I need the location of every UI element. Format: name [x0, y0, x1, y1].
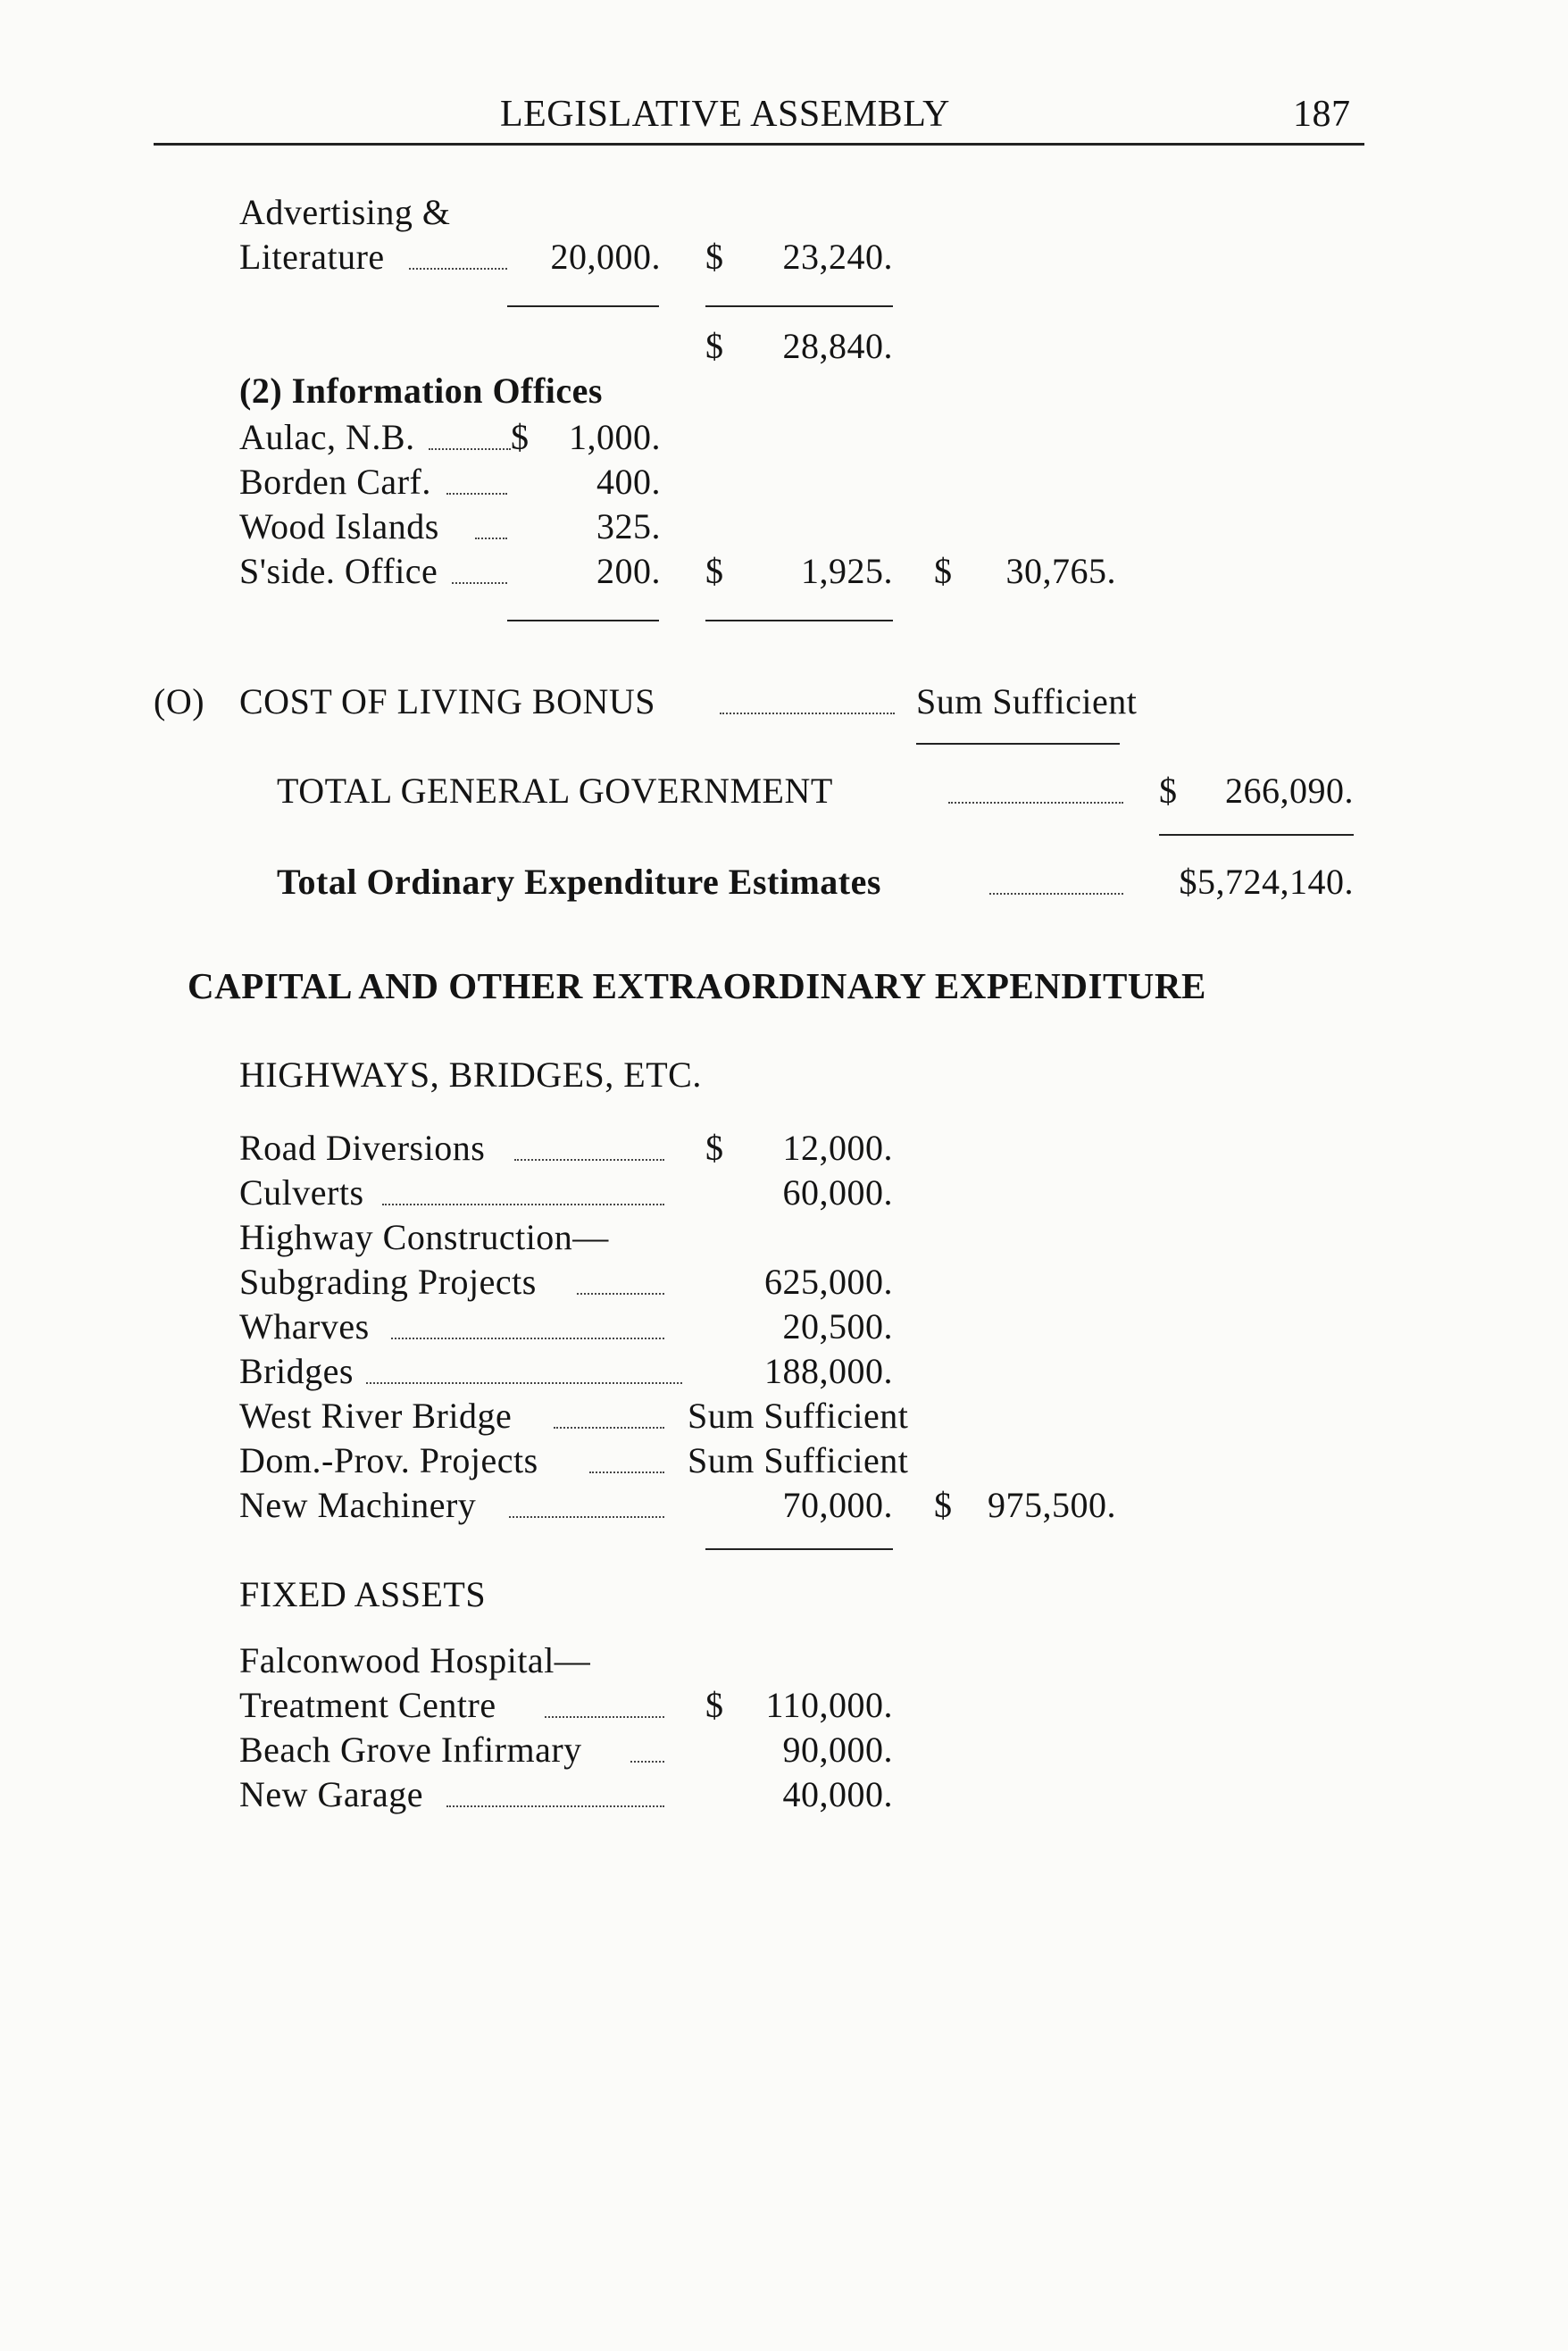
- dollar-sign: $: [705, 551, 724, 591]
- dollar-sign: $: [705, 237, 724, 277]
- sum-rule: [705, 1548, 893, 1550]
- dollar-sign: $: [705, 1128, 724, 1168]
- total-general-value: 266,090.: [1225, 771, 1354, 811]
- leader-dots: [409, 268, 507, 270]
- highway-item-amount: 20,500.: [782, 1306, 893, 1346]
- advertising-total: 28,840.: [782, 326, 893, 366]
- sum-rule: [507, 620, 659, 621]
- highway-item-label: Bridges: [239, 1351, 354, 1391]
- sum-rule: [705, 620, 893, 621]
- highway-item-label: Road Diversions: [239, 1128, 486, 1168]
- leader-dots: [429, 448, 511, 450]
- leader-dots: [554, 1427, 664, 1429]
- leader-dots: [382, 1204, 664, 1205]
- highways-heading: HIGHWAYS, BRIDGES, ETC.: [239, 1055, 702, 1095]
- dollar-sign: $: [1159, 771, 1178, 811]
- info-offices-total: 30,765.: [1005, 551, 1116, 591]
- highways-total: 975,500.: [988, 1485, 1116, 1525]
- dollar-sign: $: [705, 326, 724, 366]
- header-rule: [154, 143, 1364, 146]
- fixed-asset-label: New Garage: [239, 1774, 423, 1814]
- info-office-amount: 200.: [596, 551, 661, 591]
- dollar-sign: $: [705, 1685, 724, 1725]
- fixed-asset-label: Falconwood Hospital—: [239, 1640, 591, 1680]
- highway-item-amount: Sum Sufficient: [688, 1440, 909, 1480]
- leader-dots: [630, 1761, 664, 1763]
- leader-dots: [475, 538, 507, 539]
- info-office-label: Wood Islands: [239, 506, 439, 546]
- total-ordinary-label: Total Ordinary Expenditure Estimates: [277, 862, 881, 902]
- running-header-title: LEGISLATIVE ASSEMBLY: [500, 94, 950, 135]
- sum-rule: [1159, 834, 1354, 836]
- advertising-label-line1: Advertising &: [239, 192, 451, 232]
- highway-item-amount: 188,000.: [764, 1351, 893, 1391]
- fixed-asset-amount: 90,000.: [782, 1730, 893, 1770]
- leader-dots: [948, 802, 1123, 804]
- dollar-sign: $: [511, 417, 530, 457]
- leader-dots: [446, 1805, 664, 1807]
- info-office-amount: 400.: [596, 462, 661, 502]
- info-offices-heading: (2) Information Offices: [239, 371, 603, 411]
- highway-item-amount: 12,000.: [782, 1128, 893, 1168]
- leader-dots: [989, 893, 1123, 895]
- highway-item-amount: 70,000.: [782, 1485, 893, 1525]
- fixed-asset-amount: 110,000.: [765, 1685, 893, 1725]
- leader-dots: [545, 1716, 664, 1718]
- highway-item-amount: 60,000.: [782, 1172, 893, 1213]
- dollar-sign: $: [934, 1485, 953, 1525]
- leader-dots: [452, 582, 507, 584]
- total-ordinary-value: $5,724,140.: [1179, 862, 1354, 902]
- cost-of-living-code: (O): [154, 681, 205, 721]
- leader-dots: [509, 1516, 664, 1518]
- leader-dots: [577, 1293, 664, 1295]
- page-number: 187: [1293, 94, 1351, 135]
- highway-item-amount: 625,000.: [764, 1262, 893, 1302]
- highway-item-label: Wharves: [239, 1306, 370, 1346]
- dollar-sign: $: [934, 551, 953, 591]
- info-office-amount: 1,000.: [569, 417, 661, 457]
- fixed-assets-heading: FIXED ASSETS: [239, 1574, 487, 1614]
- highway-item-label: West River Bridge: [239, 1396, 513, 1436]
- info-offices-subtotal: 1,925.: [801, 551, 893, 591]
- sum-rule: [916, 743, 1120, 745]
- total-general-label: TOTAL GENERAL GOVERNMENT: [277, 771, 833, 811]
- advertising-label-line2: Literature: [239, 237, 385, 277]
- highway-item-label: Dom.-Prov. Projects: [239, 1440, 538, 1480]
- fixed-asset-label: Treatment Centre: [239, 1685, 496, 1725]
- leader-dots: [366, 1382, 682, 1384]
- sum-rule: [507, 305, 659, 307]
- cost-of-living-label: COST OF LIVING BONUS: [239, 681, 655, 721]
- highway-item-label: Subgrading Projects: [239, 1262, 537, 1302]
- fixed-asset-label: Beach Grove Infirmary: [239, 1730, 582, 1770]
- leader-dots: [446, 493, 507, 495]
- info-office-label: Aulac, N.B.: [239, 417, 415, 457]
- capital-heading: CAPITAL AND OTHER EXTRAORDINARY EXPENDITURE: [188, 965, 1206, 1006]
- sum-rule: [705, 305, 893, 307]
- info-office-amount: 325.: [596, 506, 661, 546]
- highway-item-label: Culverts: [239, 1172, 364, 1213]
- info-office-label: S'side. Office: [239, 551, 438, 591]
- fixed-asset-amount: 40,000.: [782, 1774, 893, 1814]
- leader-dots: [514, 1159, 664, 1161]
- leader-dots: [391, 1338, 664, 1339]
- cost-of-living-value: Sum Sufficient: [916, 681, 1138, 721]
- advertising-subtotal: 23,240.: [782, 237, 893, 277]
- advertising-amount: 20,000.: [550, 237, 661, 277]
- leader-dots: [589, 1471, 664, 1473]
- highway-item-label: New Machinery: [239, 1485, 477, 1525]
- highway-item-label: Highway Construction—: [239, 1217, 609, 1257]
- info-office-label: Borden Carf.: [239, 462, 431, 502]
- leader-dots: [720, 713, 895, 714]
- highway-item-amount: Sum Sufficient: [688, 1396, 909, 1436]
